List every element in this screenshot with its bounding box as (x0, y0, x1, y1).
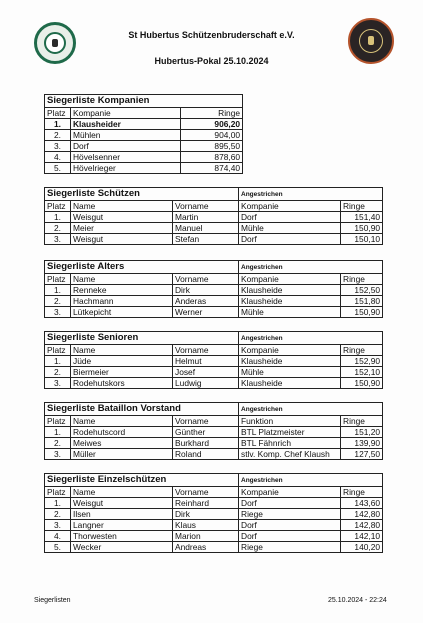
column-header: Kompanie (239, 345, 341, 356)
cell-ringe: 127,50 (341, 449, 383, 460)
cell-ringe: 152,50 (341, 285, 383, 296)
cell-platz: 2. (45, 438, 71, 449)
table-alters (44, 260, 383, 318)
cell-kompanie: Klausheide (239, 378, 341, 389)
cell-kompanie: Klausheider (71, 119, 181, 130)
cell-kompanie: Dorf (71, 141, 181, 152)
cell-vorname: Reinhard (173, 498, 239, 509)
column-header: Platz (45, 201, 71, 212)
cell-ringe: 139,90 (341, 438, 383, 449)
cell-funktion: BTL Platzmeister (239, 427, 341, 438)
cell-vorname: Ludwig (173, 378, 239, 389)
cell-name: Thorwesten (71, 531, 173, 542)
cell-ringe: 906,20 (181, 119, 243, 130)
column-header: Ringe (341, 345, 383, 356)
cell-name: Lütkepicht (71, 307, 173, 318)
cell-ringe: 878,60 (181, 152, 243, 163)
cell-kompanie: Mühlen (71, 130, 181, 141)
column-header: Kompanie (239, 487, 341, 498)
column-header: Name (71, 487, 173, 498)
cell-vorname: Stefan (173, 234, 239, 245)
marked-label: Angestrichen (239, 332, 383, 345)
column-header: Platz (45, 345, 71, 356)
cell-name: Müller (71, 449, 173, 460)
cell-funktion: BTL Fähnrich (239, 438, 341, 449)
column-header: Platz (45, 274, 71, 285)
cell-kompanie: Dorf (239, 520, 341, 531)
cell-vorname: Roland (173, 449, 239, 460)
cell-kompanie: Dorf (239, 498, 341, 509)
cell-kompanie: Klausheide (239, 296, 341, 307)
cell-kompanie: Mühle (239, 367, 341, 378)
column-header: Name (71, 416, 173, 427)
cell-kompanie: Dorf (239, 234, 341, 245)
cell-name: Wecker (71, 542, 173, 553)
table-title: Siegerliste Kompanien (45, 95, 243, 108)
column-header: Ringe (181, 108, 243, 119)
cell-name: Ilsen (71, 509, 173, 520)
column-header: Ringe (341, 274, 383, 285)
cell-kompanie: Klausheide (239, 285, 341, 296)
cell-ringe: 874,40 (181, 163, 243, 174)
cell-platz: 1. (45, 212, 71, 223)
cell-ringe: 142,10 (341, 531, 383, 542)
table-title: Siegerliste Bataillon Vorstand (45, 403, 239, 416)
table-title: Siegerliste Schützen (45, 188, 239, 201)
column-header: Platz (45, 108, 71, 119)
column-header: Vorname (173, 416, 239, 427)
column-header: Platz (45, 487, 71, 498)
cell-vorname: Martin (173, 212, 239, 223)
event-title: Hubertus-Pokal 25.10.2024 (154, 56, 269, 66)
column-header: Name (71, 201, 173, 212)
cell-name: Weisgut (71, 212, 173, 223)
cell-kompanie: Mühle (239, 223, 341, 234)
column-header: Ringe (341, 487, 383, 498)
column-header: Platz (45, 416, 71, 427)
cell-ringe: 151,20 (341, 427, 383, 438)
cell-name: Biermeier (71, 367, 173, 378)
cell-name: Renneke (71, 285, 173, 296)
cell-name: Jüde (71, 356, 173, 367)
table-einzelschuetzen (44, 473, 383, 553)
cell-ringe: 143,60 (341, 498, 383, 509)
cell-ringe: 142,80 (341, 509, 383, 520)
cell-vorname: Anderas (173, 296, 239, 307)
column-header: Name (71, 345, 173, 356)
table-schuetzen (44, 187, 383, 245)
organization-title: St Hubertus Schützenbruderschaft e.V. (128, 30, 295, 40)
cell-kompanie: Dorf (239, 531, 341, 542)
cell-vorname: Dirk (173, 509, 239, 520)
cell-vorname: Günther (173, 427, 239, 438)
cell-platz: 2. (45, 296, 71, 307)
cell-kompanie: Klausheide (239, 356, 341, 367)
cell-kompanie: Riege (239, 542, 341, 553)
cell-name: Rodehutskors (71, 378, 173, 389)
cell-platz: 1. (45, 427, 71, 438)
column-header: Vorname (173, 345, 239, 356)
cell-name: Rodehutscord (71, 427, 173, 438)
cell-platz: 3. (45, 234, 71, 245)
cell-ringe: 142,80 (341, 520, 383, 531)
cell-ringe: 140,20 (341, 542, 383, 553)
cell-ringe: 150,90 (341, 307, 383, 318)
table-title: Siegerliste Alters (45, 261, 239, 274)
cell-ringe: 152,10 (341, 367, 383, 378)
footer-document-name: Siegerlisten (34, 597, 71, 604)
cell-ringe: 895,50 (181, 141, 243, 152)
cell-vorname: Manuel (173, 223, 239, 234)
cell-platz: 1. (45, 285, 71, 296)
cell-kompanie: Dorf (239, 212, 341, 223)
cell-platz: 3. (45, 307, 71, 318)
marked-label: Angestrichen (239, 403, 383, 416)
cell-platz: 5. (45, 163, 71, 174)
column-header: Vorname (173, 274, 239, 285)
cell-name: Weisgut (71, 234, 173, 245)
marked-label: Angestrichen (239, 474, 383, 487)
cell-kompanie: Hövelsenner (71, 152, 181, 163)
cell-kompanie: Hövelrieger (71, 163, 181, 174)
cell-kompanie: Riege (239, 509, 341, 520)
cell-ringe: 152,90 (341, 356, 383, 367)
cell-name: Meiwes (71, 438, 173, 449)
cell-platz: 3. (45, 378, 71, 389)
cell-name: Weisgut (71, 498, 173, 509)
cell-platz: 1. (45, 119, 71, 130)
cell-platz: 3. (45, 449, 71, 460)
cell-platz: 4. (45, 152, 71, 163)
column-header: Ringe (341, 201, 383, 212)
column-header: Kompanie (239, 274, 341, 285)
cell-ringe: 150,90 (341, 223, 383, 234)
cell-platz: 2. (45, 130, 71, 141)
table-title: Siegerliste Einzelschützen (45, 474, 239, 487)
cell-name: Meier (71, 223, 173, 234)
table-kompanien (44, 94, 243, 174)
cell-platz: 2. (45, 223, 71, 234)
footer-timestamp: 25.10.2024 - 22:24 (328, 597, 387, 604)
cell-name: Langner (71, 520, 173, 531)
cell-funktion: stlv. Komp. Chef Klaush (239, 449, 341, 460)
column-header: Kompanie (239, 201, 341, 212)
column-header: Vorname (173, 487, 239, 498)
table-title: Siegerliste Senioren (45, 332, 239, 345)
cell-vorname: Marion (173, 531, 239, 542)
column-header: Kompanie (71, 108, 181, 119)
table-senioren (44, 331, 383, 389)
cell-platz: 1. (45, 498, 71, 509)
cell-platz: 5. (45, 542, 71, 553)
cell-ringe: 904,00 (181, 130, 243, 141)
cell-vorname: Andreas (173, 542, 239, 553)
cell-vorname: Dirk (173, 285, 239, 296)
column-header: Funktion (239, 416, 341, 427)
cell-vorname: Helmut (173, 356, 239, 367)
cell-vorname: Burkhard (173, 438, 239, 449)
cell-vorname: Werner (173, 307, 239, 318)
cell-ringe: 151,40 (341, 212, 383, 223)
cell-ringe: 150,90 (341, 378, 383, 389)
cell-vorname: Klaus (173, 520, 239, 531)
cell-platz: 3. (45, 141, 71, 152)
cell-vorname: Josef (173, 367, 239, 378)
cell-ringe: 150,10 (341, 234, 383, 245)
cell-ringe: 151,80 (341, 296, 383, 307)
column-header: Vorname (173, 201, 239, 212)
cell-kompanie: Mühle (239, 307, 341, 318)
marked-label: Angestrichen (239, 188, 383, 201)
cell-platz: 2. (45, 509, 71, 520)
marked-label: Angestrichen (239, 261, 383, 274)
cell-name: Hachmann (71, 296, 173, 307)
cell-platz: 4. (45, 531, 71, 542)
cell-platz: 3. (45, 520, 71, 531)
cell-platz: 1. (45, 356, 71, 367)
column-header: Name (71, 274, 173, 285)
cell-platz: 2. (45, 367, 71, 378)
table-bataillon-vorstand (44, 402, 383, 460)
column-header: Ringe (341, 416, 383, 427)
